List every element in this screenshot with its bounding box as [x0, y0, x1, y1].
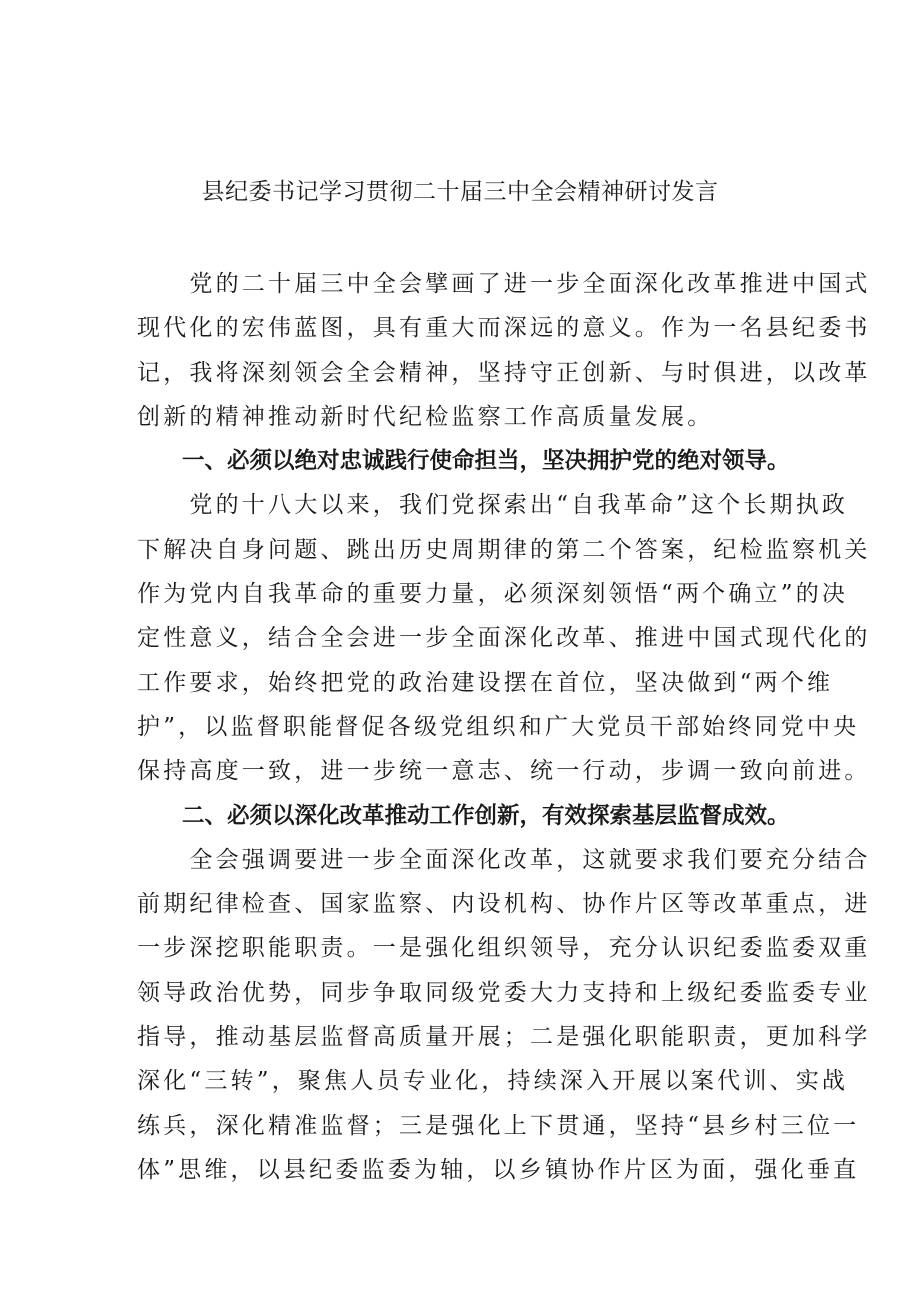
- text-line: 定性意义，结合全会进一步全面深化改革、推进中国式现代化的: [137, 625, 871, 652]
- text-line: 党的二十届三中全会擘画了进一步全面深化改革推进中国式: [137, 271, 871, 297]
- document-title: 县纪委书记学习贯彻二十届三中全会精神研讨发言: [201, 179, 719, 205]
- text-line: 党的十八大以来，我们党探索出“自我革命”这个长期执政: [137, 492, 849, 519]
- text-line: 护”，以监督职能督促各级党组织和广大党员干部始终同党中央: [137, 713, 860, 740]
- text-line: 记，我将深刻领会全会精神，坚持守正创新、与时俱进，以改革: [137, 359, 871, 386]
- text-line: 下解决自身问题、跳出历史周期律的第二个答案，纪检监察机关: [137, 536, 871, 563]
- text-line: 全会强调要进一步全面深化改革，这就要求我们要充分结合: [137, 846, 871, 873]
- text-line: 工作要求，始终把党的政治建设摆在首位，坚决做到“两个维: [137, 669, 834, 696]
- section-heading-2: 二、必须以深化改革推动工作创新，有效探索基层监督成效。: [137, 802, 790, 829]
- text-line: 前期纪律检查、国家监察、内设机构、协作片区等改革重点，进: [137, 891, 871, 918]
- text-line: 指导，推动基层监督高质量开展；二是强化职能职责，更加科学: [137, 1024, 871, 1051]
- text-line: 创新的精神推动新时代纪检监察工作高质量发展。: [137, 403, 714, 430]
- text-line: 体”思维，以县纪委监委为轴，以乡镇协作片区为面，强化垂直: [137, 1156, 860, 1183]
- text-line: 现代化的宏伟蓝图，具有重大而深远的意义。作为一名县纪委书: [137, 315, 871, 342]
- text-line: 作为党内自我革命的重要力量，必须深刻领悟“两个确立”的决: [137, 581, 849, 608]
- text-line: 保持高度一致，进一步统一意志、统一行动，步调一致向前进。: [137, 758, 871, 785]
- section-2-paragraph: [137, 838, 871, 1192]
- section-1-paragraph: [137, 483, 871, 793]
- section-heading-1: 一、必须以绝对忠诚践行使命担当，坚决拥护党的绝对领导。: [137, 448, 790, 475]
- text-line: 练兵，深化精准监督；三是强化上下贯通，坚持“县乡村三位一: [137, 1112, 860, 1139]
- document-body: [137, 262, 871, 1192]
- text-line: 深化“三转”，聚焦人员专业化，持续深入开展以案代训、实战: [137, 1068, 849, 1095]
- text-line: 领导政治优势，同步争取同级党委大力支持和上级纪委监委专业: [137, 979, 871, 1006]
- text-line: 一步深挖职能职责。一是强化组织领导，充分认识纪委监委双重: [137, 935, 871, 962]
- intro-paragraph: [137, 262, 871, 439]
